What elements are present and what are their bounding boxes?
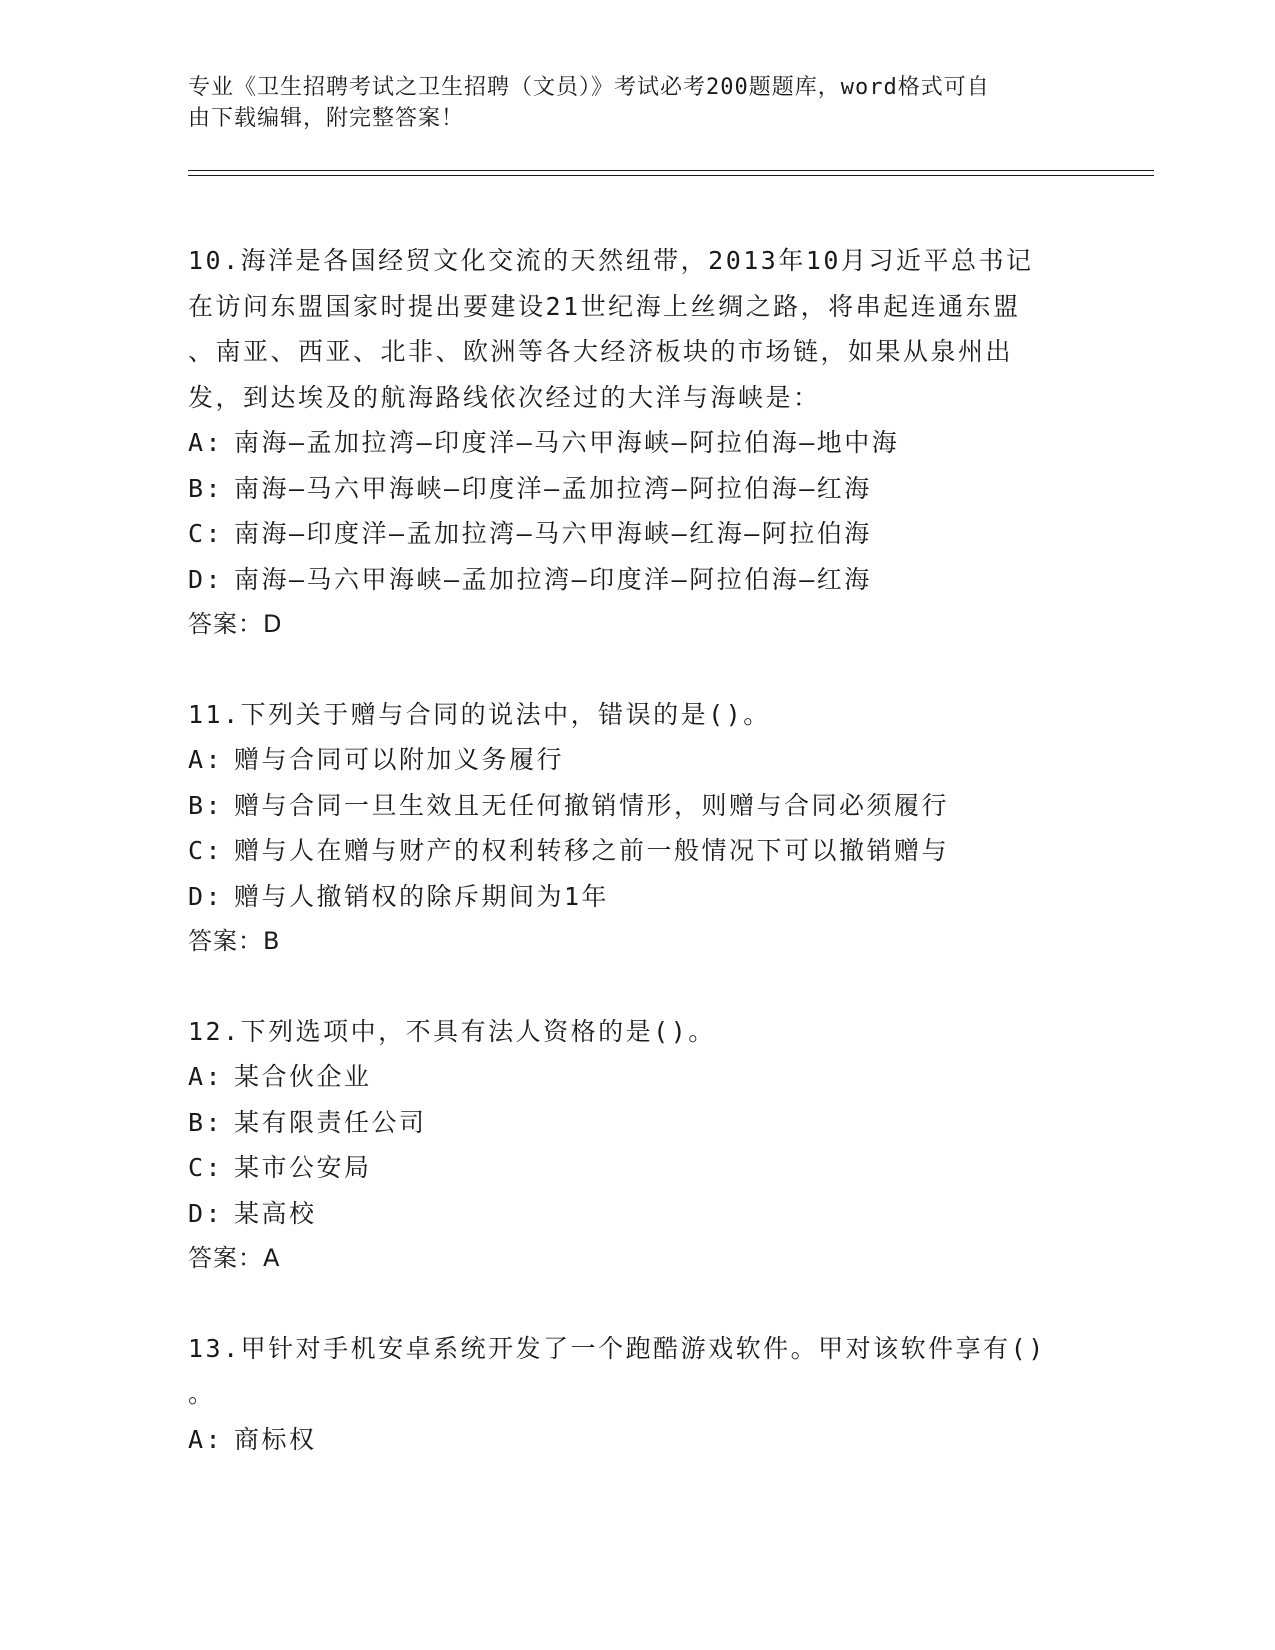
option-a — [188, 737, 1088, 783]
stem-line: 在访问东盟国家时提出要建设21世纪海上丝绸之路，将串起连通东盟 — [188, 291, 1021, 321]
option-b — [188, 783, 1088, 829]
option-text: 赠与人在赠与财产的权利转移之前一般情况下可以撤销赠与 — [234, 836, 950, 865]
option-letter: B: — [188, 1107, 224, 1137]
header-divider-bottom — [188, 175, 1154, 176]
stem-line: 13.甲针对手机安卓系统开发了一个跑酷游戏软件。甲对该软件享有() — [188, 1333, 1046, 1363]
header-divider-top — [188, 170, 1154, 171]
option-a — [188, 1054, 1088, 1100]
option-text: 某市公安局 — [234, 1153, 372, 1182]
stem-line: 10.海洋是各国经贸文化交流的天然纽带，2013年10月习近平总书记 — [188, 246, 1034, 275]
option-d — [188, 557, 1088, 603]
question-11 — [188, 692, 1088, 965]
option-text: 南海—马六甲海峡—印度洋—孟加拉湾—阿拉伯海—红海 — [234, 473, 872, 503]
option-c — [188, 511, 1088, 557]
option-letter: B: — [188, 473, 224, 503]
header-line-1: 专业《卫生招聘考试之卫生招聘（文员）》考试必考200题题库，word格式可自 — [188, 75, 990, 100]
option-b — [188, 466, 1088, 512]
option-d — [188, 874, 1088, 920]
option-d — [188, 1191, 1088, 1237]
option-letter: A: — [188, 428, 224, 457]
stem-line: 12.下列选项中，不具有法人资格的是()。 — [188, 1016, 716, 1046]
question-10 — [188, 238, 1088, 648]
option-c — [188, 1145, 1088, 1191]
option-letter: A: — [188, 1062, 224, 1091]
question-stem — [188, 1326, 1088, 1417]
answer-label: 答案：B — [188, 927, 281, 955]
option-a — [188, 1417, 1088, 1463]
answer-label: 答案：A — [188, 1244, 281, 1272]
option-letter: D: — [188, 564, 224, 594]
option-letter: C: — [188, 519, 224, 548]
stem-line: 11.下列关于赠与合同的说法中，错误的是()。 — [188, 699, 771, 729]
option-text: 某有限责任公司 — [234, 1107, 427, 1137]
document-header — [188, 72, 1088, 134]
question-stem — [188, 692, 1088, 738]
option-letter: D: — [188, 1198, 224, 1228]
answer-label: 答案：D — [188, 610, 283, 638]
option-text: 赠与人撤销权的除斥期间为1年 — [234, 881, 610, 911]
option-text: 南海—孟加拉湾—印度洋—马六甲海峡—阿拉伯海—地中海 — [234, 428, 900, 457]
option-b — [188, 1100, 1088, 1146]
option-text: 南海—马六甲海峡—孟加拉湾—印度洋—阿拉伯海—红海 — [234, 564, 872, 594]
option-letter: A: — [188, 1424, 224, 1454]
question-list — [188, 238, 1088, 1506]
option-letter: B: — [188, 790, 224, 820]
option-c — [188, 828, 1088, 874]
option-letter: D: — [188, 881, 224, 911]
option-letter: A: — [188, 745, 224, 774]
header-line-2: 由下载编辑，附完整答案！ — [188, 106, 465, 131]
option-text: 商标权 — [234, 1424, 317, 1454]
option-a — [188, 420, 1088, 466]
option-text: 某高校 — [234, 1198, 317, 1228]
question-stem — [188, 1009, 1088, 1055]
option-letter: C: — [188, 836, 224, 865]
option-letter: C: — [188, 1153, 224, 1182]
option-text: 某合伙企业 — [234, 1062, 372, 1091]
stem-line: 。 — [188, 1379, 216, 1408]
stem-line: 、南亚、西亚、北非、欧洲等各大经济板块的市场链，如果从泉州出 — [188, 337, 1014, 366]
question-13 — [188, 1326, 1088, 1463]
option-text: 赠与合同可以附加义务履行 — [234, 745, 565, 774]
option-text: 南海—印度洋—孟加拉湾—马六甲海峡—红海—阿拉伯海 — [234, 519, 872, 548]
option-text: 赠与合同一旦生效且无任何撤销情形，则赠与合同必须履行 — [234, 790, 950, 820]
question-stem — [188, 238, 1088, 420]
stem-line: 发，到达埃及的航海路线依次经过的大洋与海峡是： — [188, 382, 821, 412]
question-12 — [188, 1009, 1088, 1282]
